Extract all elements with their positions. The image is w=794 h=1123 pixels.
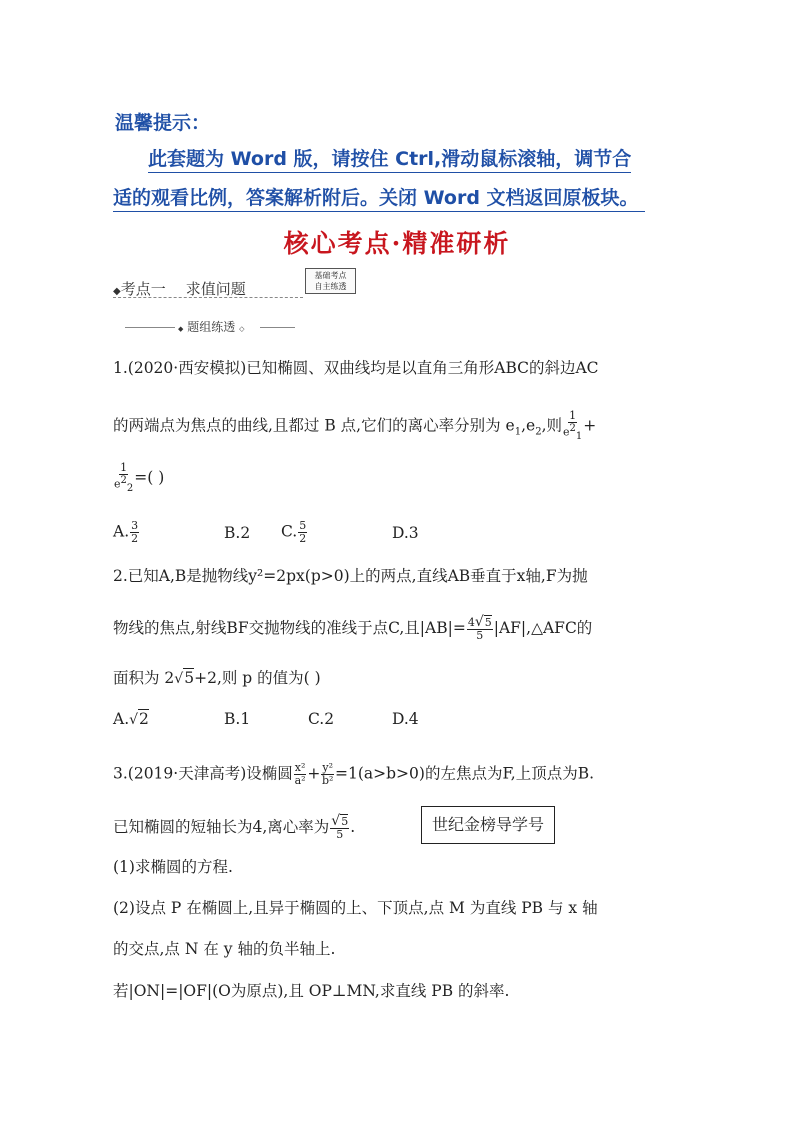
badge-line-2: 自主练透 [314, 282, 347, 291]
group-label-text: 题组练透 [187, 320, 236, 334]
q3-fraction-x: $\frac{\text{x²}}{\text{a²}}$ [294, 761, 306, 787]
q3-part-2-line-3: 若|ON|=|OF|(O为原点),且 OP⊥MN,求直线 PB 的斜率. [113, 982, 510, 1000]
tip-line-2: 适的观看比例，答案解析附后。关闭 Word 文档返回原板块。 [113, 185, 645, 212]
section-badge [305, 268, 356, 294]
q1-line-2: 的两端点为焦点的曲线,且都过 B 点,它们的离心率分别为 $e_1,e_2$,则 $\frac{1}{e^2_1}$ + [113, 409, 597, 442]
page-title: 核心考点·精准研析 [283, 229, 511, 258]
q3-part-1: (1)求椭圆的方程. [113, 858, 233, 876]
q1-option-b[interactable]: B.2 [224, 524, 251, 542]
q2-line-3: 面积为 2√5+2,则 p 的值为( ) [113, 669, 321, 687]
q2-line-2: 物线的焦点,射线BF交抛物线的准线于点C,且|AB|= $\frac{4√5}{5}$ |AF|,△AFC的 [113, 614, 593, 642]
q2-line-1: 2.已知A,B是抛物线y²=2px(p>0)上的两点,直线AB垂直于x轴,F为抛 [113, 567, 588, 585]
q1-fraction-1: $\frac{1}{e^2_1}$ [563, 409, 583, 442]
tip-title: 温馨提示： [115, 112, 211, 134]
q3-part-2-line-1: (2)设点 P 在椭圆上,且异于椭圆的上、下顶点,点 M 为直线 PB 与 x 轴 [113, 899, 598, 917]
q2-option-a[interactable]: A.√2 [113, 710, 149, 728]
q3-fraction-y: $\frac{\text{y²}}{\text{b²}}$ [321, 761, 334, 787]
q1-line-1: 1.(2020·西安模拟)已知椭圆、双曲线均是以直角三角形ABC的斜边AC [113, 359, 599, 377]
q2-option-d[interactable]: D.4 [392, 710, 419, 728]
q1-option-c[interactable]: C. $\frac{5}{2}$ [281, 519, 307, 545]
source-code-box: 世纪金榜导学号 [421, 806, 555, 844]
q2-fraction: $\frac{4√5}{5}$ [467, 614, 492, 642]
diamond-icon: ◆ [113, 286, 121, 297]
group-label [178, 318, 244, 335]
dot-icon: ◆ [178, 325, 184, 333]
section-topic: 求值问题 [185, 280, 246, 298]
q1-line-3: $\frac{1}{e^2_2}$ =( ) [114, 461, 165, 494]
q3-line-2: 已知椭圆的短轴长为4,离心率为 $\frac{√5}{5}$ . [113, 813, 356, 841]
q2-option-b[interactable]: B.1 [224, 710, 251, 728]
section-heading [113, 278, 246, 299]
tip-line-1: 此套题为 Word 版，请按住 Ctrl,滑动鼠标滚轴，调节合 [148, 146, 631, 173]
q3-line-1: 3.(2019·天津高考)设椭圆 $\frac{\text{x²}}{\text{a²}}$ + $\frac{\text{y²}}{\text{b²}}$ =1(a>b>0)的左焦点为F,上顶点为B. [113, 761, 595, 787]
section-label: 考点一 [120, 280, 166, 298]
diamond-outline-icon: ◇ [239, 325, 245, 333]
q2-option-c[interactable]: C.2 [308, 710, 335, 728]
q3-eccentricity: $\frac{√5}{5}$ [331, 813, 349, 841]
section-divider [113, 297, 303, 298]
q3-part-2-line-2: 的交点,点 N 在 y 轴的负半轴上. [113, 940, 336, 958]
q1-option-a[interactable]: A. $\frac{3}{2}$ [113, 519, 139, 545]
group-rule-right [260, 327, 295, 328]
q1-option-d[interactable]: D.3 [392, 524, 419, 542]
badge-line-1: 基础考点 [314, 271, 347, 280]
q1-fraction-2: $\frac{1}{e^2_2}$ [114, 461, 134, 494]
group-rule-left [125, 327, 175, 328]
